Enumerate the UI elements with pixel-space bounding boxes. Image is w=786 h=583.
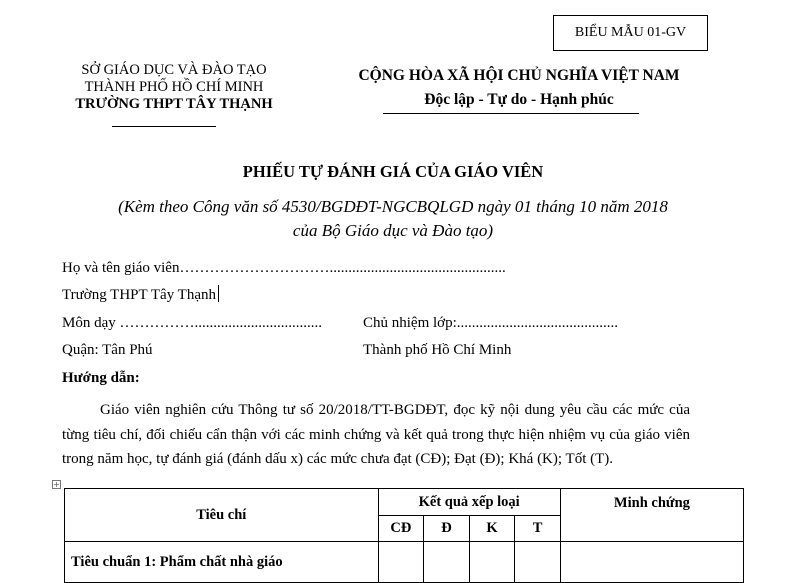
- motto-underline: [383, 113, 639, 114]
- level-header-k: K: [469, 516, 515, 542]
- cell-cd[interactable]: [378, 542, 424, 583]
- level-header-d: Đ: [424, 516, 470, 542]
- evidence-header: Minh chứng: [560, 489, 743, 542]
- city-field[interactable]: Thành phố Hồ Chí Minh: [363, 342, 512, 358]
- cell-t[interactable]: [515, 542, 561, 583]
- cell-evidence[interactable]: [560, 542, 743, 583]
- subtitle-line-2: của Bộ Giáo dục và Đào tạo): [292, 221, 494, 240]
- table-move-handle-icon[interactable]: +: [53, 480, 60, 489]
- city-name: THÀNH PHỐ HỒ CHÍ MINH: [84, 79, 264, 95]
- school-field[interactable]: [62, 285, 219, 305]
- standard-1-label: Tiêu chuẩn 1: Phẩm chất nhà giáo: [65, 542, 379, 583]
- country-name: CỘNG HÒA XÃ HỘI CHỦ NGHĨA VIỆT NAM: [358, 67, 680, 84]
- national-motto: Độc lập - Tự do - Hạnh phúc: [424, 91, 614, 108]
- subtitle-line-1: (Kèm theo Công văn số 4530/BGDĐT-NGCBQLGD ngày 01 tháng 10 năm 2018: [118, 197, 668, 216]
- document-title: PHIẾU TỰ ĐÁNH GIÁ CỦA GIÁO VIÊN: [242, 162, 544, 181]
- guide-heading: Hướng dẫn:: [62, 370, 140, 386]
- subject-field[interactable]: Môn dạy ……………..................................: [62, 315, 322, 331]
- guide-paragraph: [62, 398, 690, 472]
- teacher-name-field[interactable]: Họ và tên giáo viên…………………………...............................................: [62, 260, 506, 276]
- text-cursor: [218, 285, 219, 302]
- level-header-cd: CĐ: [378, 516, 424, 542]
- evaluation-table: [64, 488, 744, 583]
- level-header-t: T: [515, 516, 561, 542]
- school-name: TRƯỜNG THPT TÂY THẠNH: [75, 96, 273, 112]
- national-header: [320, 64, 718, 112]
- guide-text: Giáo viên nghiên cứu Thông tư số 20/2018/TT-BGDĐT, đọc kỹ nội dung yêu cầu các mức của từng tiêu chí, đối chiếu cẩn thận với các minh chứng và kết quả trong thực hiện nhiệm vụ của giáo viên trong năm học, tự đánh giá (đánh dấu x) các mức chưa đạt (CĐ); Đạt (Đ); Khá (K); Tốt (T).: [62, 402, 690, 467]
- department-name: SỞ GIÁO DỤC VÀ ĐÀO TẠO: [81, 62, 267, 78]
- cell-d[interactable]: [424, 542, 470, 583]
- cell-k[interactable]: [469, 542, 515, 583]
- criteria-header: Tiêu chí: [65, 489, 379, 542]
- homeroom-field[interactable]: Chủ nhiệm lớp:...........................................: [363, 315, 619, 331]
- table-row: [65, 542, 744, 583]
- left-header-underline: [112, 126, 216, 127]
- school-field-text: Trường THPT Tây Thạnh: [62, 287, 216, 303]
- form-code-box: BIỂU MẪU 01-GV: [553, 15, 708, 51]
- district-field[interactable]: Quận: Tân Phú: [62, 342, 153, 358]
- document-subtitle: [0, 195, 786, 243]
- result-header: Kết quả xếp loại: [378, 489, 560, 516]
- issuing-authority-header: [40, 62, 308, 113]
